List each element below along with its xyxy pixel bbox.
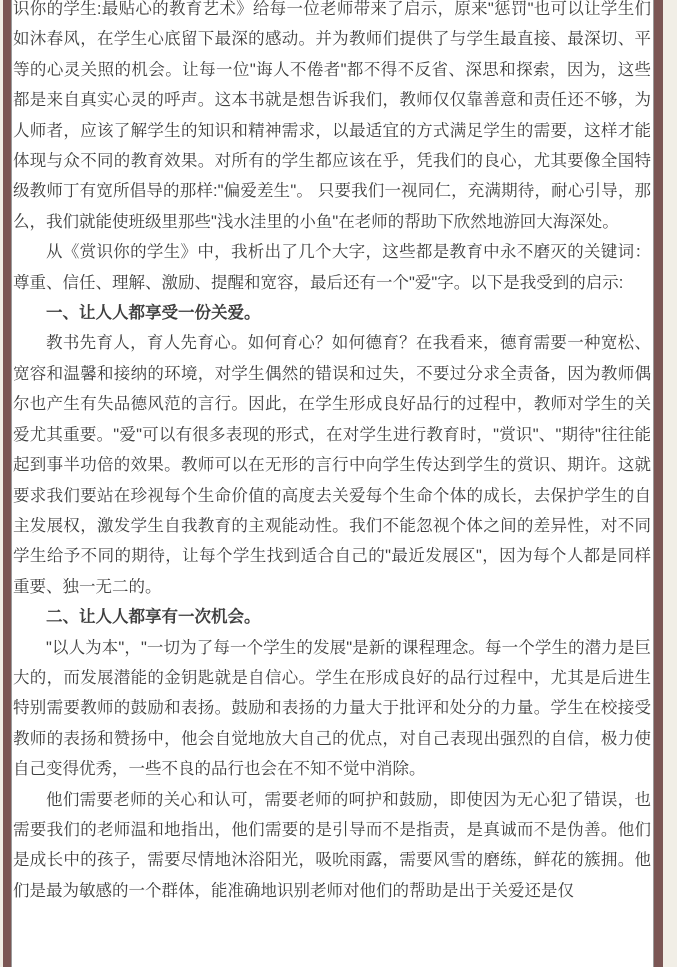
paragraph-section-2-body-2: 他们需要老师的关心和认可，需要老师的呵护和鼓励，即使因为无心犯了错误，也需要我们的老师温和地指出，他们需要的是引导而不是指责，是真诚而不是伪善。他们是成长中的孩子，需要尽情地沐浴阳光，吸吮雨露，需要风雪的磨练，鲜花的簇拥。他们是最为敏感的一个群体，能准确地识别老师对他们的帮助是出于关爱还是仅 bbox=[13, 790, 651, 900]
section-2-heading: 二、让人人都享有一次机会。 bbox=[46, 608, 261, 627]
paragraph-section-2-body: "以人为本"，"一切为了每一个学生的发展"是新的课程理念。每一个学生的潜力是巨大的，而发展潜能的金钥匙就是自信心。学生在形成良好的品行过程中，尤其是后进生特别需要教师的鼓励和表扬。鼓励和表扬的力量大于批评和处分的力量。学生在校接受教师的表扬和赞扬中，他会自觉地放大自己的优点，对自己表现出强烈的自信，极力使自己变得优秀，一些不良的品行也会在不知不觉中消除。 bbox=[13, 638, 651, 779]
paragraph-intro-continued: 识你的学生:最贴心的教育艺术》给每一位老师带来了启示，原来"惩罚"也可以让学生们如沐春风，在学生心底留下最深的感动。并为教师们提供了与学生最直接、最深切、平等的心灵关照的机会。让每一位"诲人不倦者"都不得不反省、深思和探索，因为，这些都是来自真实心灵的呼声。这本书就是想告诉我们，教师仅仅靠善意和责任还不够，为人师者，应该了解学生的知识和精神需求，以最适宜的方式满足学生的需要，这样才能体现与众不同的教育效果。对所有的学生都应该在乎，凭我们的良心，尤其要像全国特级教师丁有宽所倡导的那样:"偏爱差生"。 只要我们一视同仁，充满期待，耐心引导，那么，我们就能使班级里那些"浅水洼里的小鱼"在老师的帮助下欣然地游回大海深处。 bbox=[13, 0, 651, 231]
document-content-area bbox=[11, 0, 654, 967]
paragraph-section-1-body: 教书先育人，育人先育心。如何育心？如何德育？在我看来，德育需要一种宽松、宽容和温馨和接纳的环境，对学生偶然的错误和过失，不要过分求全责备，因为教师偶尔也产生有失品德风范的言行。因此，在学生形成良好品行的过程中，教师对学生的关爱尤其重要。"爱"可以有很多表现的形式，在对学生进行教育时，"赏识"、"期待"往往能起到事半功倍的效果。教师可以在无形的言行中向学生传达到学生的赏识、期许。这就要求我们要站在珍视每个生命价值的高度去关爱每个生命个体的成长，去保护学生的自主发展权，激发学生自我教育的主观能动性。我们不能忽视个体之间的差异性，对不同学生给予不同的期待，让每个学生找到适合自己的"最近发展区"，因为每个人都是同样重要、独一无二的。 bbox=[13, 334, 651, 596]
section-1-heading: 一、让人人都享受一份关爱。 bbox=[46, 304, 261, 323]
document-page bbox=[3, 0, 663, 967]
paragraph-keywords: 从《赏识你的学生》中，我析出了几个大字，这些都是教育中永不磨灭的关键词：尊重、信任、理解、激励、提醒和宽容，最后还有一个"爱"字。以下是我受到的启示: bbox=[13, 243, 651, 292]
